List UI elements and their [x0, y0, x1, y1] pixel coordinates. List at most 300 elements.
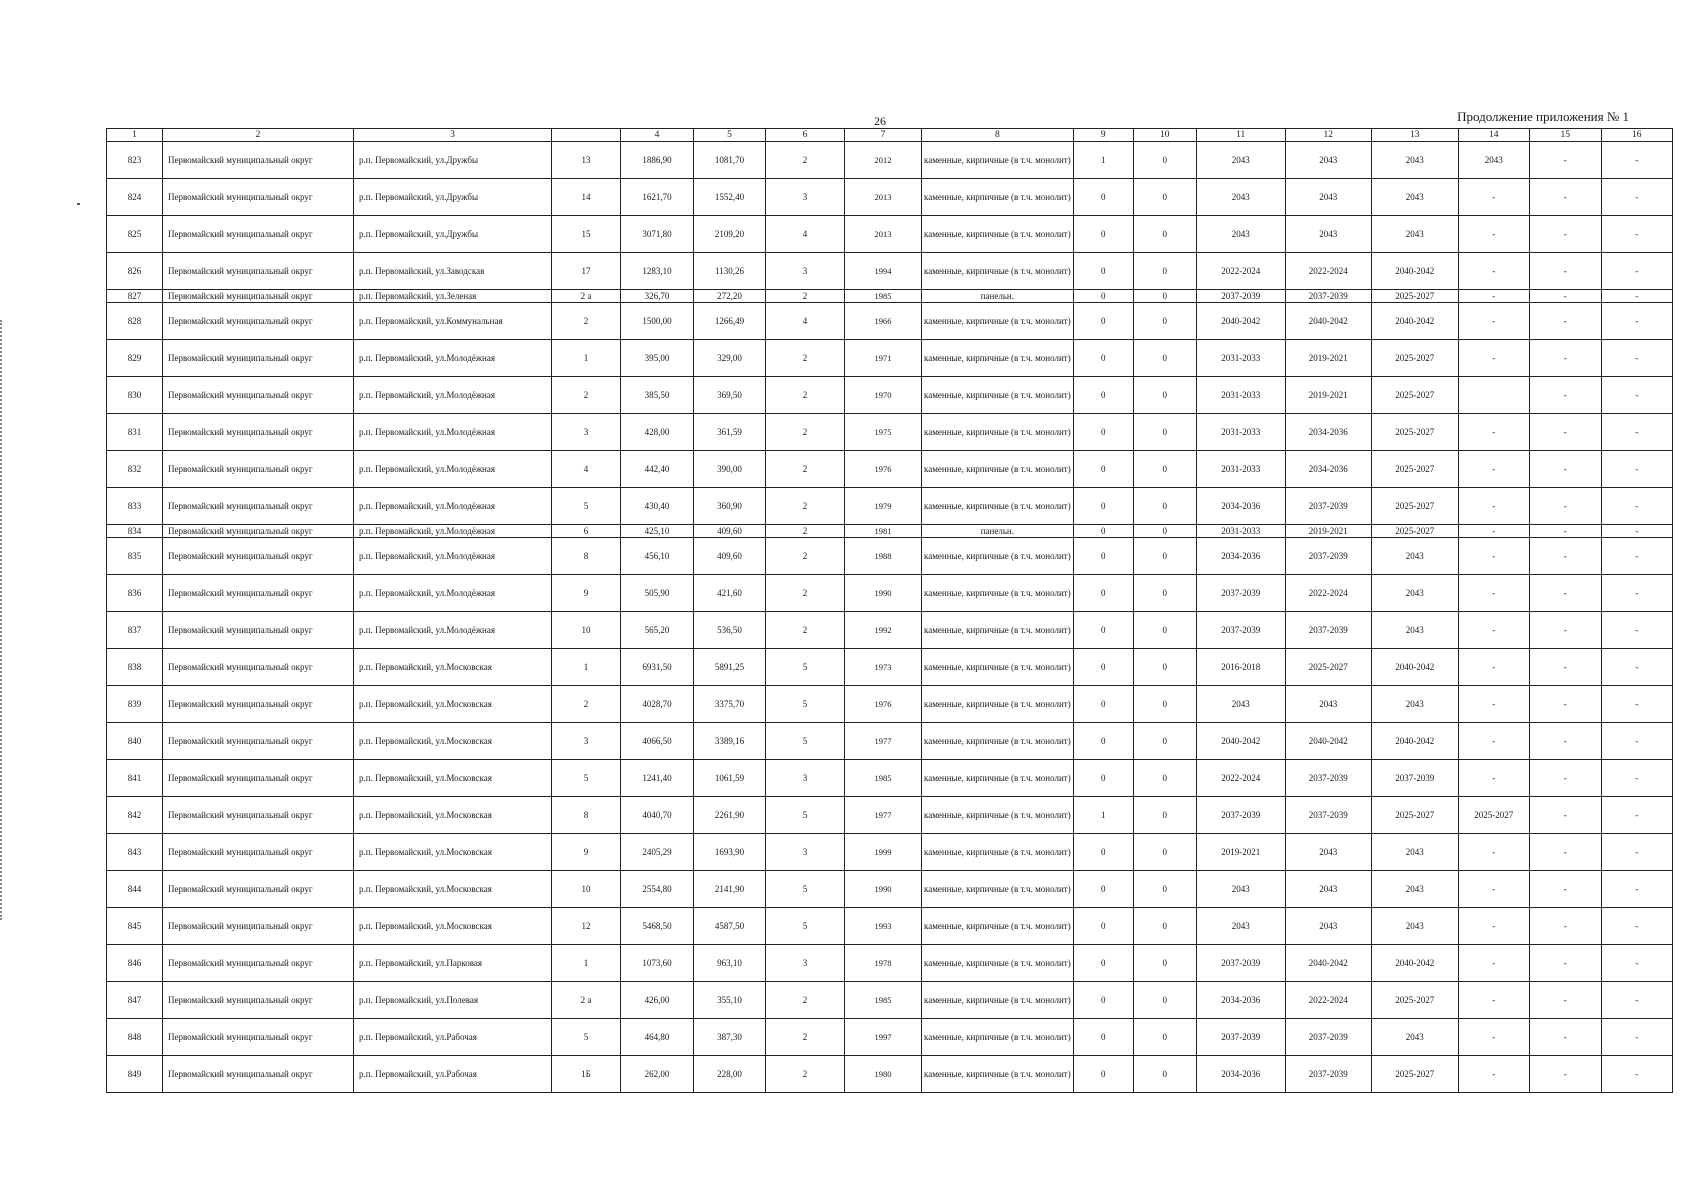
table-cell: 1 — [552, 649, 621, 686]
column-header: 6 — [766, 129, 845, 142]
table-row — [107, 649, 1673, 686]
table-cell: 2012 — [845, 142, 922, 179]
table-cell: 2025-2027 — [1371, 377, 1458, 414]
table-cell: 4 — [766, 303, 845, 340]
table-cell: 2 — [766, 451, 845, 488]
table-cell: 2031-2033 — [1196, 377, 1285, 414]
table-cell: - — [1529, 908, 1601, 945]
table-cell: 0 — [1073, 290, 1133, 303]
table-cell: 2040-2042 — [1196, 303, 1285, 340]
table-cell: 4587,50 — [694, 908, 766, 945]
table-cell: р.п. Первомайский, ул.Московская — [354, 908, 552, 945]
table-cell: 0 — [1133, 834, 1196, 871]
table-cell: 390,00 — [694, 451, 766, 488]
table-cell: Первомайский муниципальный округ — [163, 612, 354, 649]
table-cell: 2109,20 — [694, 216, 766, 253]
table-cell: р.п. Первомайский, ул.Коммунальная — [354, 303, 552, 340]
table-cell: - — [1601, 303, 1672, 340]
table-cell: 0 — [1073, 908, 1133, 945]
table-cell: 0 — [1133, 686, 1196, 723]
table-cell: Первомайский муниципальный округ — [163, 871, 354, 908]
table-cell: 843 — [107, 834, 163, 871]
table-cell: 2 — [766, 575, 845, 612]
table-cell: 2031-2033 — [1196, 414, 1285, 451]
table-cell: 360,90 — [694, 488, 766, 525]
table-cell: 2034-2036 — [1285, 414, 1371, 451]
table-row — [107, 525, 1673, 538]
table-cell: 2040-2042 — [1285, 303, 1371, 340]
table-cell: - — [1529, 525, 1601, 538]
table-cell: - — [1458, 216, 1529, 253]
table-cell: - — [1529, 649, 1601, 686]
table-cell: 2037-2039 — [1196, 797, 1285, 834]
column-header — [552, 129, 621, 142]
table-cell: 1 — [552, 945, 621, 982]
table-cell: 2037-2039 — [1371, 760, 1458, 797]
table-cell: р.п. Первомайский, ул.Заводская — [354, 253, 552, 290]
table-cell: - — [1458, 290, 1529, 303]
table-row — [107, 340, 1673, 377]
table-cell: 2022-2024 — [1196, 253, 1285, 290]
table-cell: 3 — [766, 945, 845, 982]
table-cell: 2040-2042 — [1371, 303, 1458, 340]
table-cell: 0 — [1133, 612, 1196, 649]
table-cell: - — [1458, 303, 1529, 340]
table-cell: Первомайский муниципальный округ — [163, 760, 354, 797]
table-cell: 1 — [1073, 142, 1133, 179]
table-cell: 1971 — [845, 340, 922, 377]
table-cell: 2 — [766, 982, 845, 1019]
table-row — [107, 414, 1673, 451]
table-cell: - — [1529, 945, 1601, 982]
table-cell: 2013 — [845, 216, 922, 253]
table-cell: Первомайский муниципальный округ — [163, 686, 354, 723]
table-cell: р.п. Первомайский, ул.Московская — [354, 723, 552, 760]
table-cell: 837 — [107, 612, 163, 649]
table-cell: 2025-2027 — [1371, 1056, 1458, 1093]
table-cell: 0 — [1133, 797, 1196, 834]
table-cell: 1997 — [845, 1019, 922, 1056]
table-cell: - — [1529, 760, 1601, 797]
column-header: 4 — [621, 129, 694, 142]
table-cell: 849 — [107, 1056, 163, 1093]
table-cell: 844 — [107, 871, 163, 908]
table-cell: 1993 — [845, 908, 922, 945]
table-row — [107, 216, 1673, 253]
table-cell: 8 — [552, 797, 621, 834]
table-cell: р.п. Первомайский, ул.Молодёжная — [354, 612, 552, 649]
table-cell: - — [1529, 612, 1601, 649]
table-cell: - — [1529, 179, 1601, 216]
table-row — [107, 871, 1673, 908]
table-cell: 0 — [1133, 538, 1196, 575]
table-cell: панельн. — [922, 525, 1074, 538]
table-cell: - — [1529, 451, 1601, 488]
table-cell: 2025-2027 — [1371, 290, 1458, 303]
table-cell: Первомайский муниципальный округ — [163, 253, 354, 290]
table-cell: каменные, кирпичные (в т.ч. монолит) — [922, 377, 1074, 414]
table-cell: Первомайский муниципальный округ — [163, 1056, 354, 1093]
table-cell: 2025-2027 — [1285, 649, 1371, 686]
table-cell: 4066,50 — [621, 723, 694, 760]
table-cell: 9 — [552, 834, 621, 871]
table-cell: 1Б — [552, 1056, 621, 1093]
table-cell: каменные, кирпичные (в т.ч. монолит) — [922, 723, 1074, 760]
table-cell: 6931,50 — [621, 649, 694, 686]
table-cell: 0 — [1073, 1056, 1133, 1093]
table-cell: 0 — [1133, 760, 1196, 797]
table-cell: 846 — [107, 945, 163, 982]
table-cell: Первомайский муниципальный округ — [163, 377, 354, 414]
table-cell: каменные, кирпичные (в т.ч. монолит) — [922, 982, 1074, 1019]
table-cell: 1081,70 — [694, 142, 766, 179]
table-cell: - — [1529, 290, 1601, 303]
table-cell: - — [1458, 1056, 1529, 1093]
table-cell: Первомайский муниципальный округ — [163, 649, 354, 686]
table-cell: - — [1458, 686, 1529, 723]
table-cell: 2025-2027 — [1371, 451, 1458, 488]
table-cell: р.п. Первомайский, ул.Московская — [354, 797, 552, 834]
table-cell: каменные, кирпичные (в т.ч. монолит) — [922, 797, 1074, 834]
table-cell: Первомайский муниципальный округ — [163, 340, 354, 377]
table-cell: 834 — [107, 525, 163, 538]
column-header: 14 — [1458, 129, 1529, 142]
table-cell: 2043 — [1371, 834, 1458, 871]
table-cell: р.п. Первомайский, ул.Молодёжная — [354, 377, 552, 414]
table-cell: - — [1601, 340, 1672, 377]
table-cell: 425,10 — [621, 525, 694, 538]
column-header: 12 — [1285, 129, 1371, 142]
table-cell: - — [1458, 179, 1529, 216]
table-cell: Первомайский муниципальный округ — [163, 414, 354, 451]
table-cell: 0 — [1073, 982, 1133, 1019]
table-cell: 5 — [766, 871, 845, 908]
table-cell: 0 — [1133, 1019, 1196, 1056]
table-cell: 2037-2039 — [1285, 612, 1371, 649]
table-cell: 2043 — [1371, 575, 1458, 612]
table-cell: 2043 — [1285, 871, 1371, 908]
table-cell: р.п. Первомайский, ул.Полевая — [354, 982, 552, 1019]
table-cell: 409,60 — [694, 538, 766, 575]
table-cell: 4 — [766, 216, 845, 253]
table-cell: - — [1529, 488, 1601, 525]
table-cell: 2 — [766, 1056, 845, 1093]
table-cell: - — [1601, 945, 1672, 982]
scan-stray-mark — [77, 203, 80, 205]
table-cell: - — [1458, 760, 1529, 797]
table-cell: 0 — [1133, 414, 1196, 451]
table-cell: 2031-2033 — [1196, 525, 1285, 538]
table-cell: панельн. — [922, 290, 1074, 303]
table-cell: 5468,50 — [621, 908, 694, 945]
table-cell: каменные, кирпичные (в т.ч. монолит) — [922, 612, 1074, 649]
table-cell: 2043 — [1285, 179, 1371, 216]
table-cell: 2 — [552, 377, 621, 414]
table-row — [107, 179, 1673, 216]
table-cell: - — [1529, 982, 1601, 1019]
table-cell: 2554,80 — [621, 871, 694, 908]
page-number: 26 — [874, 114, 886, 128]
table-cell: Первомайский муниципальный округ — [163, 945, 354, 982]
table-cell: 464,80 — [621, 1019, 694, 1056]
table-cell: 2037-2039 — [1285, 760, 1371, 797]
table-cell: 833 — [107, 488, 163, 525]
table-cell: 2043 — [1371, 216, 1458, 253]
table-cell: - — [1458, 871, 1529, 908]
table-cell: 0 — [1133, 303, 1196, 340]
table-cell: 2043 — [1371, 612, 1458, 649]
table-cell: 829 — [107, 340, 163, 377]
housing-table-wrapper — [106, 128, 1673, 1093]
column-header: 1 — [107, 129, 163, 142]
table-cell: 2025-2027 — [1371, 488, 1458, 525]
table-cell: 848 — [107, 1019, 163, 1056]
table-cell: 1886,90 — [621, 142, 694, 179]
table-cell: - — [1601, 525, 1672, 538]
table-cell: 3 — [766, 253, 845, 290]
table-cell: - — [1529, 414, 1601, 451]
table-row — [107, 612, 1673, 649]
table-cell: 836 — [107, 575, 163, 612]
table-cell: 2016-2018 — [1196, 649, 1285, 686]
table-cell: 369,50 — [694, 377, 766, 414]
table-cell: р.п. Первомайский, ул.Зеленая — [354, 290, 552, 303]
table-cell: 1985 — [845, 760, 922, 797]
table-cell: р.п. Первомайский, ул.Московская — [354, 760, 552, 797]
table-cell: каменные, кирпичные (в т.ч. монолит) — [922, 871, 1074, 908]
column-header: 13 — [1371, 129, 1458, 142]
table-cell: 1990 — [845, 871, 922, 908]
table-row — [107, 538, 1673, 575]
table-cell: 0 — [1133, 142, 1196, 179]
table-cell: 838 — [107, 649, 163, 686]
table-cell: р.п. Первомайский, ул.Молодёжная — [354, 488, 552, 525]
table-cell: 0 — [1073, 340, 1133, 377]
table-cell: 2040-2042 — [1371, 253, 1458, 290]
table-row — [107, 451, 1673, 488]
table-cell: 2 — [766, 142, 845, 179]
table-cell: Первомайский муниципальный округ — [163, 525, 354, 538]
table-cell: 3 — [766, 834, 845, 871]
table-cell: 2022-2024 — [1285, 253, 1371, 290]
table-cell: - — [1529, 538, 1601, 575]
table-cell: 1552,40 — [694, 179, 766, 216]
table-cell: 0 — [1133, 377, 1196, 414]
table-cell: 2040-2042 — [1285, 945, 1371, 982]
table-cell: - — [1529, 871, 1601, 908]
table-cell: 2043 — [1196, 871, 1285, 908]
table-cell: 2037-2039 — [1285, 797, 1371, 834]
table-cell: - — [1458, 414, 1529, 451]
table-cell: 2 — [766, 414, 845, 451]
table-cell: 2034-2036 — [1196, 1056, 1285, 1093]
table-cell: р.п. Первомайский, ул.Дружбы — [354, 179, 552, 216]
table-cell: каменные, кирпичные (в т.ч. монолит) — [922, 686, 1074, 723]
table-cell: 2034-2036 — [1285, 451, 1371, 488]
table-cell: - — [1529, 303, 1601, 340]
table-cell: 0 — [1073, 760, 1133, 797]
table-cell: 2 — [766, 612, 845, 649]
table-cell: - — [1529, 1019, 1601, 1056]
table-cell: 1 — [552, 340, 621, 377]
table-cell: 2 — [766, 340, 845, 377]
table-cell: 2025-2027 — [1371, 525, 1458, 538]
table-row — [107, 303, 1673, 340]
table-cell: - — [1529, 834, 1601, 871]
column-header: 11 — [1196, 129, 1285, 142]
table-cell: 3 — [766, 179, 845, 216]
table-cell: 830 — [107, 377, 163, 414]
table-row — [107, 1019, 1673, 1056]
table-cell: 3389,16 — [694, 723, 766, 760]
table-cell: каменные, кирпичные (в т.ч. монолит) — [922, 142, 1074, 179]
table-cell: 2037-2039 — [1285, 488, 1371, 525]
table-cell: 1980 — [845, 1056, 922, 1093]
table-row — [107, 142, 1673, 179]
table-row — [107, 797, 1673, 834]
table-cell: р.п. Первомайский, ул.Молодёжная — [354, 525, 552, 538]
table-cell: Первомайский муниципальный округ — [163, 216, 354, 253]
table-cell: 2043 — [1285, 686, 1371, 723]
table-cell: 2043 — [1371, 142, 1458, 179]
table-cell: 2043 — [1196, 142, 1285, 179]
table-cell: р.п. Первомайский, ул.Парковая — [354, 945, 552, 982]
table-cell: р.п. Первомайский, ул.Рабочая — [354, 1056, 552, 1093]
table-row — [107, 834, 1673, 871]
table-cell: каменные, кирпичные (в т.ч. монолит) — [922, 216, 1074, 253]
table-cell: 1990 — [845, 575, 922, 612]
table-cell: 2040-2042 — [1196, 723, 1285, 760]
table-cell: 2 а — [552, 982, 621, 1019]
table-cell: - — [1601, 760, 1672, 797]
table-cell: каменные, кирпичные (в т.ч. монолит) — [922, 253, 1074, 290]
table-cell: 1977 — [845, 797, 922, 834]
table-cell: р.п. Первомайский, ул.Дружбы — [354, 216, 552, 253]
table-cell: 2040-2042 — [1371, 945, 1458, 982]
table-cell: 2025-2027 — [1371, 414, 1458, 451]
table-cell: 2043 — [1285, 216, 1371, 253]
table-cell: 0 — [1133, 723, 1196, 760]
table-cell: - — [1601, 871, 1672, 908]
table-cell: 5 — [766, 686, 845, 723]
table-cell: 5891,25 — [694, 649, 766, 686]
table-cell: 840 — [107, 723, 163, 760]
table-cell: 4040,70 — [621, 797, 694, 834]
table-cell: 1283,10 — [621, 253, 694, 290]
table-cell: 2037-2039 — [1196, 575, 1285, 612]
table-cell: - — [1529, 377, 1601, 414]
table-cell: 4 — [552, 451, 621, 488]
table-cell: Первомайский муниципальный округ — [163, 797, 354, 834]
table-cell: 2 — [766, 290, 845, 303]
table-cell: 1973 — [845, 649, 922, 686]
table-cell: 421,60 — [694, 575, 766, 612]
table-cell: - — [1601, 414, 1672, 451]
table-cell: - — [1529, 575, 1601, 612]
table-cell: 0 — [1073, 488, 1133, 525]
table-cell: 1500,00 — [621, 303, 694, 340]
table-cell: р.п. Первомайский, ул.Московская — [354, 871, 552, 908]
table-cell: каменные, кирпичные (в т.ч. монолит) — [922, 649, 1074, 686]
table-cell: 2043 — [1285, 834, 1371, 871]
table-cell: 387,30 — [694, 1019, 766, 1056]
table-cell: - — [1458, 723, 1529, 760]
table-cell: 2037-2039 — [1196, 612, 1285, 649]
table-cell: 2037-2039 — [1285, 290, 1371, 303]
table-cell: - — [1458, 649, 1529, 686]
table-cell: 536,50 — [694, 612, 766, 649]
table-cell: 0 — [1133, 945, 1196, 982]
table-cell: р.п. Первомайский, ул.Молодёжная — [354, 538, 552, 575]
table-cell: 1981 — [845, 525, 922, 538]
table-row — [107, 982, 1673, 1019]
table-cell: - — [1529, 142, 1601, 179]
table-cell: 355,10 — [694, 982, 766, 1019]
table-cell: 3071,80 — [621, 216, 694, 253]
table-cell: 1994 — [845, 253, 922, 290]
table-cell: 0 — [1073, 871, 1133, 908]
table-cell: 0 — [1073, 303, 1133, 340]
column-header: 8 — [922, 129, 1074, 142]
table-cell: Первомайский муниципальный округ — [163, 451, 354, 488]
table-cell: 842 — [107, 797, 163, 834]
table-cell: 0 — [1073, 686, 1133, 723]
table-row — [107, 253, 1673, 290]
table-cell: - — [1529, 723, 1601, 760]
table-cell: 2037-2039 — [1196, 1019, 1285, 1056]
table-cell: каменные, кирпичные (в т.ч. монолит) — [922, 340, 1074, 377]
table-cell: 2019-2021 — [1285, 377, 1371, 414]
table-cell: 0 — [1073, 216, 1133, 253]
table-cell: каменные, кирпичные (в т.ч. монолит) — [922, 303, 1074, 340]
table-cell: 1976 — [845, 451, 922, 488]
table-body — [107, 142, 1673, 1093]
table-cell: 2043 — [1371, 538, 1458, 575]
table-cell: - — [1458, 1019, 1529, 1056]
table-cell: - — [1601, 1056, 1672, 1093]
table-cell: 0 — [1133, 908, 1196, 945]
table-cell: 2034-2036 — [1196, 982, 1285, 1019]
table-cell: 2043 — [1371, 871, 1458, 908]
table-cell: 2037-2039 — [1285, 538, 1371, 575]
table-cell: 3 — [766, 760, 845, 797]
table-cell: 2 — [766, 377, 845, 414]
table-cell: каменные, кирпичные (в т.ч. монолит) — [922, 414, 1074, 451]
table-cell: Первомайский муниципальный округ — [163, 179, 354, 216]
column-header: 3 — [354, 129, 552, 142]
table-cell: 1992 — [845, 612, 922, 649]
table-cell: - — [1458, 253, 1529, 290]
table-cell: каменные, кирпичные (в т.ч. монолит) — [922, 945, 1074, 982]
table-cell: 2141,90 — [694, 871, 766, 908]
table-cell: 0 — [1073, 538, 1133, 575]
table-cell: 0 — [1133, 525, 1196, 538]
table-cell: - — [1458, 908, 1529, 945]
table-cell: 565,20 — [621, 612, 694, 649]
table-cell: 2043 — [1196, 179, 1285, 216]
table-cell: 428,00 — [621, 414, 694, 451]
table-cell: 2040-2042 — [1371, 649, 1458, 686]
table-cell: 0 — [1133, 451, 1196, 488]
table-cell: 2043 — [1196, 908, 1285, 945]
table-cell: 2025-2027 — [1371, 340, 1458, 377]
table-cell: - — [1529, 1056, 1601, 1093]
table-cell: 0 — [1133, 871, 1196, 908]
table-cell: - — [1601, 723, 1672, 760]
table-cell: 15 — [552, 216, 621, 253]
table-cell: 361,59 — [694, 414, 766, 451]
table-cell: 8 — [552, 538, 621, 575]
